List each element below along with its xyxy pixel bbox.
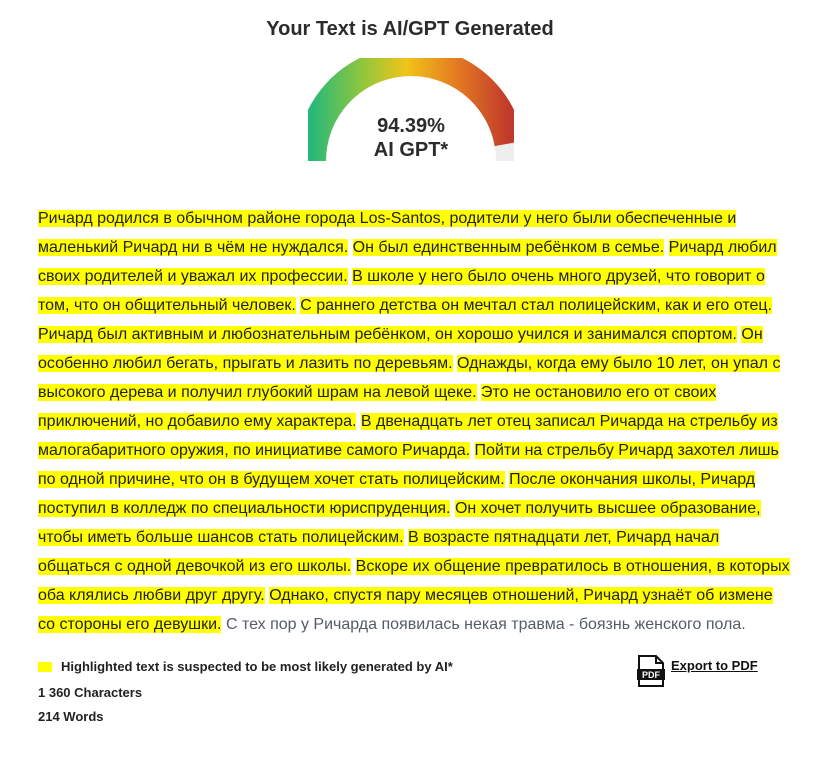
highlighted-sentence: С раннего детства он мечтал стал полицейским, как и его отец. xyxy=(300,297,772,314)
highlighted-sentence: Это не остановило его от своих приключений, но добавило ему характера. xyxy=(38,384,717,430)
highlighted-sentence: Вскоре их общение превратилось в отношения, в которых оба клялись любви друг другу. xyxy=(38,558,790,604)
highlighted-sentence: В двенадцать лет отец записал Ричарда на стрельбу из малогабаритного оружия, по инициативе самого Ричарда. xyxy=(38,413,778,459)
pdf-file-icon xyxy=(637,655,665,687)
legend-text: Highlighted text is suspected to be most likely generated by AI* xyxy=(61,659,453,674)
export-pdf-button[interactable] xyxy=(637,655,758,687)
highlighted-sentence: Он был единственным ребёнком в семье. xyxy=(352,239,665,256)
highlighted-sentence: Пойти на стрельбу Ричард захотел лишь по одной причине, что он в будущем хочет стать полицейским. xyxy=(38,442,779,488)
analyzed-text xyxy=(38,204,790,639)
gauge-sub-label: AI GPT* xyxy=(373,139,449,161)
gauge-readout xyxy=(308,114,514,162)
character-count: 1 360 Characters xyxy=(38,685,143,700)
highlighted-sentence: Однако, спустя пару месяцев отношений, Ричард узнаёт об измене со стороны его девушки. xyxy=(38,587,773,633)
highlighted-sentence: После окончания школы, Ричард поступил в колледж по специальности юриспруденция. xyxy=(38,471,756,517)
highlighted-sentence: В школе у него было очень много друзей, что говорит о том, что он общительный человек. xyxy=(38,268,765,314)
export-pdf-label[interactable]: Export to PDF xyxy=(671,658,758,673)
highlighted-sentence: Ричард был активным и любознательным ребёнком, он хорошо учился и занимался спортом. xyxy=(38,326,737,343)
highlighted-sentence: Ричард родился в обычном районе города Los-Santos, родители у него были обеспеченные и маленький Ричард ни в чём не нуждался. xyxy=(38,210,737,256)
highlighted-sentence: В возрасте пятнадцати лет, Ричард начал общаться с одной девочкой из его школы. xyxy=(38,529,720,575)
highlighted-sentence: Ричард любил своих родителей и уважал их профессии. xyxy=(38,239,777,285)
highlight-legend xyxy=(38,659,453,674)
highlighted-sentence: Он хочет получить высшее образование, чтобы иметь больше шансов стать полицейским. xyxy=(38,500,761,546)
gauge-percent: 94.39% xyxy=(377,115,445,137)
result-title: Your Text is AI/GPT Generated xyxy=(266,18,554,40)
highlighted-sentence: Он особенно любил бегать, прыгать и лазить по деревьям. xyxy=(38,326,763,372)
highlight-swatch xyxy=(38,662,52,672)
plain-sentence: С тех пор у Ричарда появилась некая травма - боязнь женского пола. xyxy=(225,616,746,633)
word-count: 214 Words xyxy=(38,709,104,724)
pdf-icon-text: PDF xyxy=(642,670,660,680)
highlighted-sentence: Однажды, когда ему было 10 лет, он упал с высокого дерева и получил глубокий шрам на левой щеке. xyxy=(38,355,781,401)
